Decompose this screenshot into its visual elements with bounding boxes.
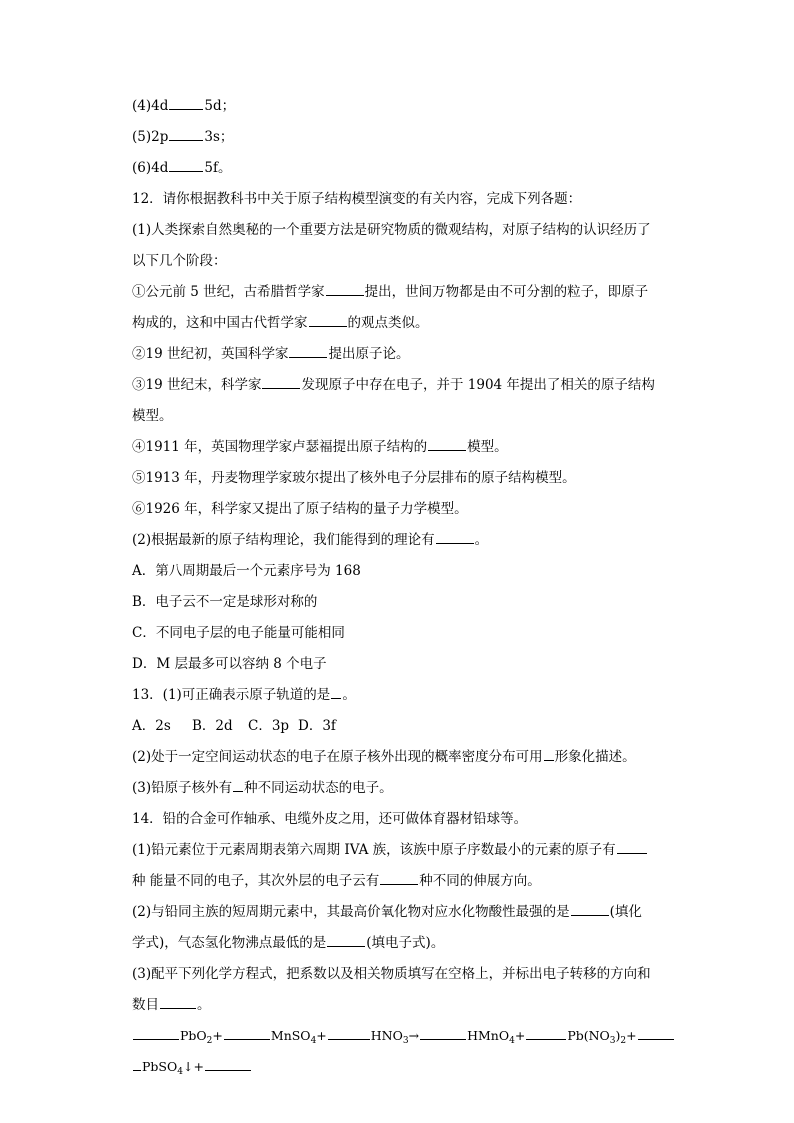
q12-stage6: ⑥1926 年，科学家又提出了原子结构的量子力学模型。 (132, 501, 468, 517)
text: (3)铅原子核外有 (132, 780, 233, 796)
formula: MnSO (270, 1028, 311, 1043)
q12-part1-line1: (1)人类探索自然奥秘的一个重要方法是研究物质的微观结构，对原子结构的认识经历了 (132, 222, 651, 238)
q12-stage3-line1 (132, 375, 655, 395)
text: 3s； (204, 129, 234, 145)
text: (2)根据最新的原子结构理论，我们能得到的理论有 (132, 532, 435, 548)
q12-stage2 (132, 344, 409, 364)
question-14-heading: 14．铅的合金可作轴承、电缆外皮之用，还可做体育器材铅球等。 (132, 811, 528, 827)
subscript: 4 (509, 1036, 515, 1046)
subscript: 4 (177, 1067, 183, 1077)
text: (2)与铅同主族的短周期元素中，其最高价氧化物对应水化物酸性最强的是 (132, 904, 570, 920)
product-blank[interactable] (205, 1057, 251, 1071)
q13-option-c: C．3p (248, 718, 290, 734)
text: 5f。 (204, 160, 232, 176)
q13-part2 (132, 747, 636, 767)
question-12-heading: 12．请你根据教科书中关于原子结构模型演变的有关内容，完成下列各题： (132, 191, 582, 207)
formula: Pb(NO (567, 1028, 610, 1043)
q13-option-d: D．3f (298, 718, 336, 734)
q12-option-d: D．M 层最多可以容纳 8 个电子 (132, 656, 327, 672)
answer-blank[interactable] (326, 282, 364, 296)
subscript: 3 (609, 1036, 616, 1046)
subquestion-4 (132, 96, 235, 116)
q12-stage1-line2 (132, 313, 429, 333)
text: (2)处于一定空间运动状态的电子在原子核外出现的概率密度分布可用 (132, 749, 543, 765)
subscript: 2 (206, 1036, 213, 1046)
subquestion-5 (132, 127, 233, 147)
answer-blank[interactable] (262, 375, 300, 389)
q12-stage5: ⑤1913 年，丹麦物理学家玻尔提出了核外电子分层排布的原子结构模型。 (132, 470, 576, 486)
q14-part2-line1 (132, 902, 642, 922)
text: 5d； (204, 98, 236, 114)
answer-blank[interactable] (289, 344, 327, 358)
plus-sign: + (514, 1028, 526, 1043)
text: 种 能量不同的电子，其次外层的电子云有 (132, 873, 380, 889)
plus-sign: + (626, 1028, 637, 1043)
q13-part3 (132, 778, 393, 798)
text: ④1911 年，英国物理学家卢瑟福提出原子结构的 (132, 439, 428, 455)
answer-blank[interactable] (160, 995, 196, 1009)
text: 形象化描述。 (554, 749, 636, 765)
formula: HMnO (467, 1028, 510, 1043)
text: ②19 世纪初，英国科学家 (132, 346, 289, 362)
q12-part2 (132, 530, 488, 550)
text: (填电子式)。 (366, 935, 445, 951)
coefficient-blank[interactable] (133, 1026, 179, 1040)
subscript: 3 (402, 1036, 409, 1046)
subscript: 4 (310, 1036, 317, 1046)
answer-blank[interactable] (571, 902, 609, 916)
answer-blank[interactable] (617, 840, 647, 854)
answer-blank[interactable] (169, 127, 203, 141)
q14-part3-line1: (3)配平下列化学方程式，把系数以及相关物质填写在空格上，并标出电子转移的方向和 (132, 966, 651, 982)
text: 种不同运动状态的电子。 (244, 780, 393, 796)
precipitate-plus: ↓+ (182, 1059, 204, 1074)
answer-blank[interactable] (380, 871, 418, 885)
plus-sign: + (316, 1028, 327, 1043)
text: (6)4d (132, 160, 169, 176)
subscript: 2 (620, 1036, 627, 1046)
text: 提出，世间万物都是由不可分割的粒子，即原子 (364, 284, 649, 300)
coefficient-blank[interactable] (420, 1026, 466, 1040)
q12-stage3-line2: 模型。 (132, 408, 173, 424)
text: (填化 (609, 904, 642, 920)
answer-blank[interactable] (428, 437, 466, 451)
answer-blank[interactable] (544, 747, 554, 761)
subquestion-6 (132, 158, 231, 178)
text: 。 (197, 997, 211, 1013)
text: (4)4d (132, 98, 169, 114)
coefficient-blank[interactable] (133, 1057, 141, 1071)
text: 提出原子论。 (328, 346, 410, 362)
q13-options (132, 716, 336, 736)
q14-part3-line2 (132, 995, 211, 1015)
answer-blank[interactable] (169, 158, 203, 172)
text: ①公元前 5 世纪，古希腊哲学家 (132, 284, 325, 300)
q12-option-c: C．不同电子层的电子能量可能相同 (132, 625, 345, 641)
formula: ) (615, 1028, 621, 1043)
q12-stage4 (132, 437, 508, 457)
arrow: → (408, 1028, 420, 1043)
formula: HNO (370, 1028, 403, 1043)
question-13-heading (132, 685, 356, 705)
text: 构成的，这和中国古代哲学家 (132, 315, 308, 331)
formula: PbO (180, 1028, 207, 1043)
answer-blank[interactable] (233, 778, 243, 792)
chemical-equation-line2 (132, 1057, 252, 1082)
answer-blank[interactable] (436, 530, 474, 544)
answer-blank[interactable] (169, 96, 203, 110)
chemical-equation-line1 (132, 1026, 675, 1051)
coefficient-blank[interactable] (638, 1026, 674, 1040)
coefficient-blank[interactable] (224, 1026, 270, 1040)
q14-part2-line2 (132, 933, 444, 953)
answer-blank[interactable] (309, 313, 347, 327)
text: (1)铅元素位于元素周期表第六周期 IVA 族，该族中原子序数最小的元素的原子有 (132, 842, 616, 858)
coefficient-blank[interactable] (328, 1026, 370, 1040)
q13-option-b: B．2d (192, 718, 233, 734)
coefficient-blank[interactable] (526, 1026, 566, 1040)
text: 模型。 (467, 439, 508, 455)
text: (5)2p (132, 129, 169, 145)
q12-option-b: B．电子云不一定是球形对称的 (132, 594, 318, 610)
formula: PbSO (142, 1059, 178, 1074)
text: 的观点类似。 (347, 315, 429, 331)
answer-blank[interactable] (327, 933, 365, 947)
text: 。 (474, 532, 489, 548)
text: ③19 世纪末，科学家 (132, 377, 262, 393)
text: 发现原子中存在电子，并于 1904 年提出了相关的原子结构 (301, 377, 655, 393)
answer-blank[interactable] (331, 685, 341, 699)
text: 数目 (132, 997, 159, 1013)
plus-sign: + (212, 1028, 223, 1043)
text: 13．(1)可正确表示原子轨道的是 (132, 687, 331, 703)
text: 。 (342, 687, 356, 703)
q13-option-a: A．2s (132, 718, 171, 734)
text: 学式)，气态氢化物沸点最低的是 (132, 935, 327, 951)
q14-part1-line2 (132, 871, 541, 891)
q12-part1-line2: 以下几个阶段： (132, 253, 227, 269)
q12-option-a: A．第八周期最后一个元素序号为 168 (132, 563, 361, 579)
q14-part1-line1 (132, 840, 648, 860)
q12-stage1-line1 (132, 282, 648, 302)
text: 种不同的伸展方向。 (419, 873, 541, 889)
